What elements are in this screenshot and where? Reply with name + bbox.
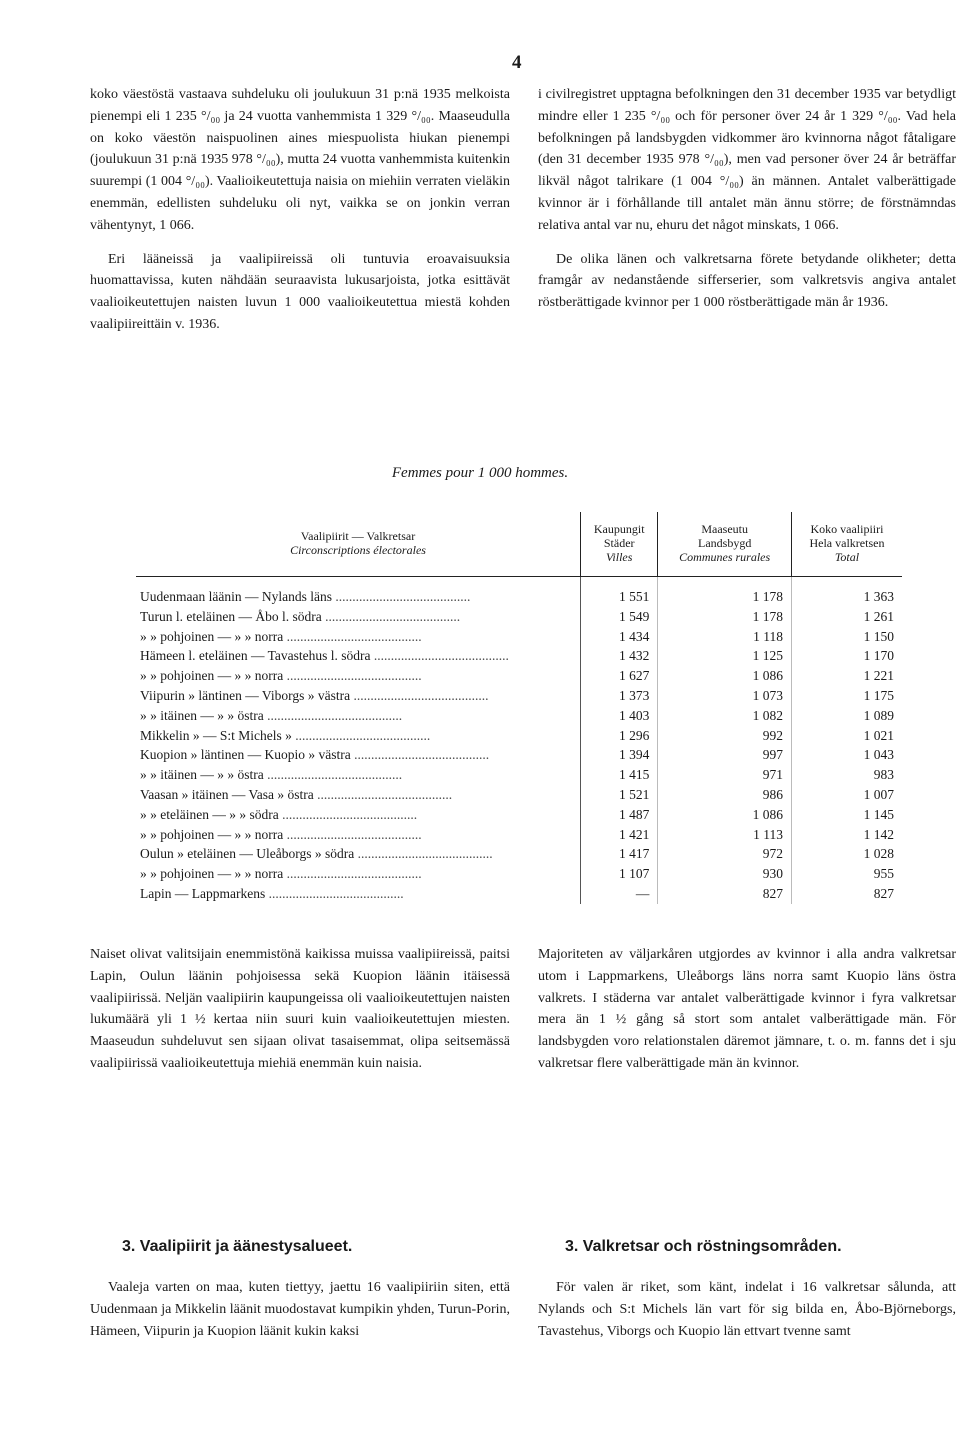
page-number: 4 <box>512 52 522 73</box>
dot-leader: ........................................ <box>283 866 422 882</box>
finnish-middle-paragraph: Naiset olivat valitsijain enemmistönä kaikissa muissa vaalipiireissä, paitsi Lapin, Oulun läänin pohjoisessa sekä Kuopion läänin itäisessä vaalipiirissä. Neljän vaalipiirin kaupungeissa oli vaalioikeutettujen naisten lukumäärä yli 1 ½ kertaa niin suuri kuin vaalioikeutettujen miesten. Maaseudun suhdeluvut sen sijaan olivat tasaisemmat, olipa seitsemässä vaalipiirissä vaalioikeutettuja miehiä enemmän kuin naisia. <box>90 947 510 1071</box>
finnish-section-paragraph: Vaaleja varten on maa, kuten tiettyy, jaettu 16 vaalipiiriin siten, että Uudenmaan ja Mikkelin läänit muodostavat kumpikin yhden, Turun-Porin, Hämeen, Viipurin ja Kuopion läänit kukin kaksi <box>90 1280 510 1339</box>
swedish-section-column <box>538 1277 956 1389</box>
towns-value: 1 487 <box>581 805 658 825</box>
spacer-cell <box>581 577 658 588</box>
towns-value: 1 417 <box>581 844 658 864</box>
total-value: 1 145 <box>863 806 894 822</box>
dot-leader: ........................................ <box>354 846 493 862</box>
dot-leader: ........................................ <box>331 589 471 604</box>
rural-value: 971 <box>658 765 792 785</box>
total-value: 1 261 <box>863 608 894 624</box>
total-value: 983 <box>873 767 894 783</box>
swedish-intro-column <box>538 84 956 419</box>
finnish-intro-paragraph-1: koko väestöstä vastaava suhdeluku oli joulukuun 31 p:nä 1935 melkoista pienempi eli 1 235 °/₀₀ ja 24 vuotta vanhemmista 1 329 °/₀₀. Maaseudulla on koko väestön naispuolinen aines miespuolista hiukan pienempi (joulukuun 31 p:nä 1935 978 °/₀₀), mutta 24 vuotta vanhemmista kuitenkin suurempi (1 004 °/₀₀). Vaalioikeutettuja naisia on miehiin verraten vieläkin enemmän, edellisten suhdeluku oli nyt, vaikka se on jonkin verran vähentynyt, 1 066. <box>90 87 510 233</box>
towns-value: 1 403 <box>581 706 658 726</box>
constituency-name: Hämeen l. eteläinen — Tavastehus l. södra ........................................ <box>136 646 581 666</box>
spacer-cell <box>791 577 902 588</box>
total-value: 1 043 <box>863 747 894 763</box>
total-value: 1 221 <box>863 668 894 684</box>
swedish-middle-column <box>538 944 956 1204</box>
rural-value: 972 <box>658 844 792 864</box>
table-body <box>136 577 902 904</box>
rural-value: 1 086 <box>658 805 792 825</box>
header-total-fi: Koko vaalipiiri <box>810 522 884 536</box>
table-row <box>136 726 902 746</box>
rural-value: 930 <box>658 864 792 884</box>
dot-leader: ........................................ <box>370 648 509 664</box>
towns-value: — <box>581 884 658 904</box>
dot-leader: ........................................ <box>350 687 489 703</box>
dot-leader: ........................................ <box>283 628 422 644</box>
table-row <box>136 864 902 884</box>
total-value: 1 028 <box>863 846 894 862</box>
header-total <box>791 512 902 577</box>
header-towns <box>581 512 658 577</box>
towns-value: 1 627 <box>581 666 658 686</box>
rural-value: 1 178 <box>658 607 792 627</box>
constituency-name: Oulun » eteläinen — Uleåborgs » södra ........................................ <box>136 844 581 864</box>
dot-leader: ........................................ <box>263 707 403 723</box>
header-constituency-fi-sv: Vaalipiirit — Valkretsar <box>300 529 416 543</box>
rural-value: 997 <box>658 745 792 765</box>
constituency-name: Turun l. eteläinen — Åbo l. södra ........................................ <box>136 607 581 627</box>
header-towns-fi: Kaupungit <box>593 522 645 536</box>
table-row <box>136 844 902 864</box>
rural-value: 1 125 <box>658 646 792 666</box>
swedish-middle-paragraph: Majoriteten av väljarkåren utgjordes av kvinnor i alla andra valkretsar utom i Lappmarkens, Uleåborgs läns norra samt Kuopio läns östra valkrets. I städerna var antalet valberättigade kvinnor i fyra valkretsar mera än 1 ½ gång så stort som antalet valberättigade män. För landsbygden voro relationstalen däremot jämnare, t. o. m. fanns det i sju valkretsar flere valberättigade män än kvinnor. <box>538 947 956 1071</box>
table-row <box>136 686 902 706</box>
header-towns-fr: Villes <box>605 550 633 564</box>
towns-value: 1 551 <box>581 587 658 607</box>
table-caption: Femmes pour 1 000 hommes. <box>391 465 569 481</box>
rural-value: 1 073 <box>658 686 792 706</box>
dot-leader: ........................................ <box>283 668 422 684</box>
total-value: 1 175 <box>863 687 894 703</box>
dot-leader: ........................................ <box>278 806 418 822</box>
dot-leader: ........................................ <box>263 767 403 783</box>
constituency-name: Viipurin » läntinen — Viborgs » västra ........................................ <box>136 686 581 706</box>
table-row <box>136 587 902 607</box>
towns-value: 1 415 <box>581 765 658 785</box>
finnish-intro-column <box>90 84 510 419</box>
finnish-section-column <box>90 1277 510 1389</box>
rural-value: 1 113 <box>658 825 792 845</box>
total-value: 827 <box>873 885 894 901</box>
rural-value: 1 118 <box>658 627 792 647</box>
rural-value: 1 178 <box>658 587 792 607</box>
rural-value: 1 086 <box>658 666 792 686</box>
constituency-name: Mikkelin » — S:t Michels » ........................................ <box>136 726 581 746</box>
towns-value: 1 521 <box>581 785 658 805</box>
finnish-middle-column <box>90 944 510 1204</box>
total-value: 1 021 <box>863 727 894 743</box>
header-constituency <box>136 512 581 577</box>
table-row <box>136 745 902 765</box>
constituency-name: » » pohjoinen — » » norra ........................................ <box>136 666 581 686</box>
swedish-intro-paragraph-1: i civilregistret upptagna befolkningen den 31 december 1935 var betydligt mindre eller 1 235 °/₀₀ och för personer över 24 år 1 329 °/₀₀. Vad hela befolkningen på landsbygden vidkommer äro kvinnorna något fåtaligare (den 31 december 1935 978 °/₀₀), men vad personer över 24 år beträffar likväl något talrikare (1 004 °/₀₀) än männen. Antalet valberättigade kvinnor är i förhållande till antalet män ännu större; de förstnämndas relativa antal var nu, ehuru det något minskats, 1 066. <box>538 87 956 233</box>
header-total-sv: Hela valkretsen <box>809 536 885 550</box>
header-total-fr: Total <box>834 550 860 564</box>
towns-value: 1 394 <box>581 745 658 765</box>
dot-leader: ........................................ <box>321 608 461 624</box>
header-rural <box>658 512 792 577</box>
header-rural-sv: Landsbygd <box>698 536 752 550</box>
rural-value: 992 <box>658 726 792 746</box>
header-rural-fi: Maaseutu <box>701 522 749 536</box>
total-value: 955 <box>873 866 894 882</box>
constituency-name: » » eteläinen — » » södra ........................................ <box>136 805 581 825</box>
header-towns-sv: Städer <box>603 536 635 550</box>
dot-leader: ........................................ <box>350 747 490 763</box>
towns-value: 1 549 <box>581 607 658 627</box>
swedish-section-title: 3. Valkretsar och röstningsområden. <box>565 1238 842 1255</box>
header-rural-fr: Communes rurales <box>679 550 771 564</box>
total-value: 1 007 <box>863 786 894 802</box>
table-row <box>136 805 902 825</box>
total-value: 1 170 <box>863 648 894 664</box>
rural-value: 986 <box>658 785 792 805</box>
constituency-name: » » pohjoinen — » » norra ........................................ <box>136 864 581 884</box>
table-row <box>136 627 902 647</box>
dot-leader: ........................................ <box>265 885 404 901</box>
towns-value: 1 432 <box>581 646 658 666</box>
constituency-name: » » pohjoinen — » » norra ........................................ <box>136 627 581 647</box>
women-per-1000-men-table <box>136 512 902 904</box>
constituency-name: » » itäinen — » » östra ........................................ <box>136 706 581 726</box>
total-value: 1 150 <box>863 628 894 644</box>
table-row <box>136 706 902 726</box>
constituency-name: Lapin — Lappmarkens ........................................ <box>136 884 581 904</box>
spacer-cell <box>658 577 792 588</box>
table-row <box>136 646 902 666</box>
dot-leader: ........................................ <box>291 727 431 743</box>
table-row <box>136 765 902 785</box>
total-value: 1 363 <box>863 589 894 604</box>
dot-leader: ........................................ <box>283 826 422 842</box>
towns-value: 1 107 <box>581 864 658 884</box>
table-row <box>136 607 902 627</box>
finnish-section-title: 3. Vaalipiirit ja äänestysalueet. <box>122 1238 353 1255</box>
swedish-intro-paragraph-2: De olika länen och valkretsarna förete betydande olikheter; detta framgår av nedanstående sifferserier, som valkretsvis angiva antalet röstberättigade kvinnor per 1 000 röstberättigade män år 1936. <box>538 251 956 311</box>
table-row <box>136 785 902 805</box>
constituency-name: Uudenmaan läänin — Nylands läns ........................................ <box>136 587 581 607</box>
rural-value: 1 082 <box>658 706 792 726</box>
table-header-row <box>136 512 902 577</box>
table-row <box>136 884 902 904</box>
dot-leader: ........................................ <box>313 786 453 802</box>
total-value: 1 142 <box>863 826 894 842</box>
rural-value: 827 <box>658 884 792 904</box>
swedish-section-paragraph: För valen är riket, som känt, indelat i 16 valkretsar sålunda, att Nylands och S:t Michels län vart för sig bilda en, Åbo-Björneborgs, Tavastehus, Viborgs och Kuopio län ettvart tvenne samt <box>538 1280 956 1339</box>
towns-value: 1 421 <box>581 825 658 845</box>
towns-value: 1 434 <box>581 627 658 647</box>
total-value: 1 089 <box>863 707 894 723</box>
table-spacer-row <box>136 577 902 588</box>
towns-value: 1 373 <box>581 686 658 706</box>
constituency-name: Kuopion » läntinen — Kuopio » västra ........................................ <box>136 745 581 765</box>
table-row <box>136 666 902 686</box>
towns-value: 1 296 <box>581 726 658 746</box>
spacer-cell <box>136 577 581 588</box>
finnish-intro-paragraph-2: Eri lääneissä ja vaalipiireissä oli tuntuvia eroavaisuuksia huomattavissa, kuten nähdään seuraavista lukusarjoista, jotka esittävät vaalioikeutettujen naisten luvun 1 000 vaalioikeutettua miestä kohden vaalipiireittäin v. 1936. <box>90 251 510 332</box>
constituency-name: Vaasan » itäinen — Vasa » östra ........................................ <box>136 785 581 805</box>
header-constituency-fr: Circonscriptions électorales <box>290 543 426 557</box>
table-row <box>136 825 902 845</box>
constituency-name: » » itäinen — » » östra ........................................ <box>136 765 581 785</box>
constituency-name: » » pohjoinen — » » norra ........................................ <box>136 825 581 845</box>
